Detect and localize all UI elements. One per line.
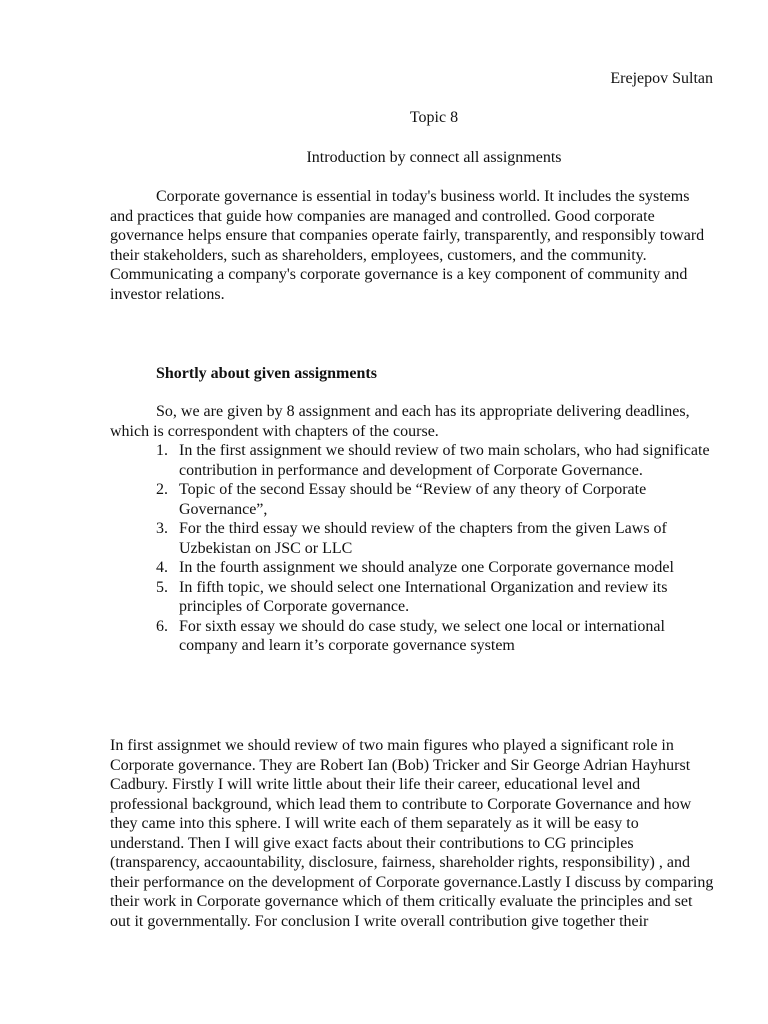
list-item [156, 558, 716, 578]
list-item-text: In the fourth assignment we should analyze one Corporate governance model [179, 559, 674, 576]
list-item-number: 4. [156, 559, 168, 576]
list-item-number: 2. [156, 481, 168, 498]
topic-title: Topic 8 [409, 109, 459, 126]
author-name: Erejepov Sultan [610, 70, 713, 87]
list-item-text: Topic of the second Essay should be “Review of any theory of Corporate Governance”, [179, 481, 647, 518]
list-item-text: For the third essay we should review of the chapters from the given Laws of Uzbekistan on JSC or LLC [179, 520, 667, 557]
intro-paragraph: Corporate governance is essential in today's business world. It includes the systems and practices that guide how companies are managed and controlled. Good corporate governance helps ensure that companies operate fairly, transparently, and responsibly toward their stakeholders, such as shareholders, employees, customers, and the community. Communicating a company's corporate governance is a key component of community and investor relations. [110, 188, 705, 303]
section-heading: Shortly about given assignments [156, 365, 377, 382]
list-item [156, 519, 716, 558]
list-item-number: 5. [156, 578, 168, 596]
first-assignment-paragraph: In first assignmet we should review of two main figures who played a significant role in Corporate governance. They are Robert Ian (Bob) Tricker and Sir George Adrian Hayhurst Cadbury. Firstly I will write little about their life their career, educational level and professional background, which lead them to contribute to Corporate Governance and how they came into this sphere. I will write each of them separately as it will be easy to understand. Then I will give exact facts about their contributions to CG principles (transparency, accaountability, disclosure, fairness, shareholder rights, responsibility) , and their performance on the development of Corporate governance.Lastly I discuss by comparing their work in Corporate governance which of them critically evaluate the principles and set out it governmentally. For conclusion I write overall contribution give together their [110, 737, 714, 930]
assignments-lead-paragraph: So, we are given by 8 assignment and each has its appropriate delivering deadlines, which is correspondent with chapters of the course. [110, 403, 690, 440]
document-subtitle: Introduction by connect all assignments [306, 149, 562, 166]
list-item-number: 6. [156, 617, 168, 635]
list-item [156, 480, 716, 519]
list-item [156, 578, 716, 617]
list-item [156, 441, 716, 480]
list-item-text: In the first assignment we should review of two main scholars, who had significate contribution in performance and development of Corporate Governance. [179, 442, 710, 479]
list-item-number: 1. [156, 442, 168, 459]
list-item-text: In fifth topic, we should select one International Organization and review its principles of Corporate governance. [179, 578, 668, 615]
list-item [156, 617, 716, 656]
list-item-number: 3. [156, 520, 168, 537]
list-item-text: For sixth essay we should do case study, we select one local or international company and learn it’s corporate governance system [179, 617, 665, 654]
assignment-list [156, 441, 716, 656]
